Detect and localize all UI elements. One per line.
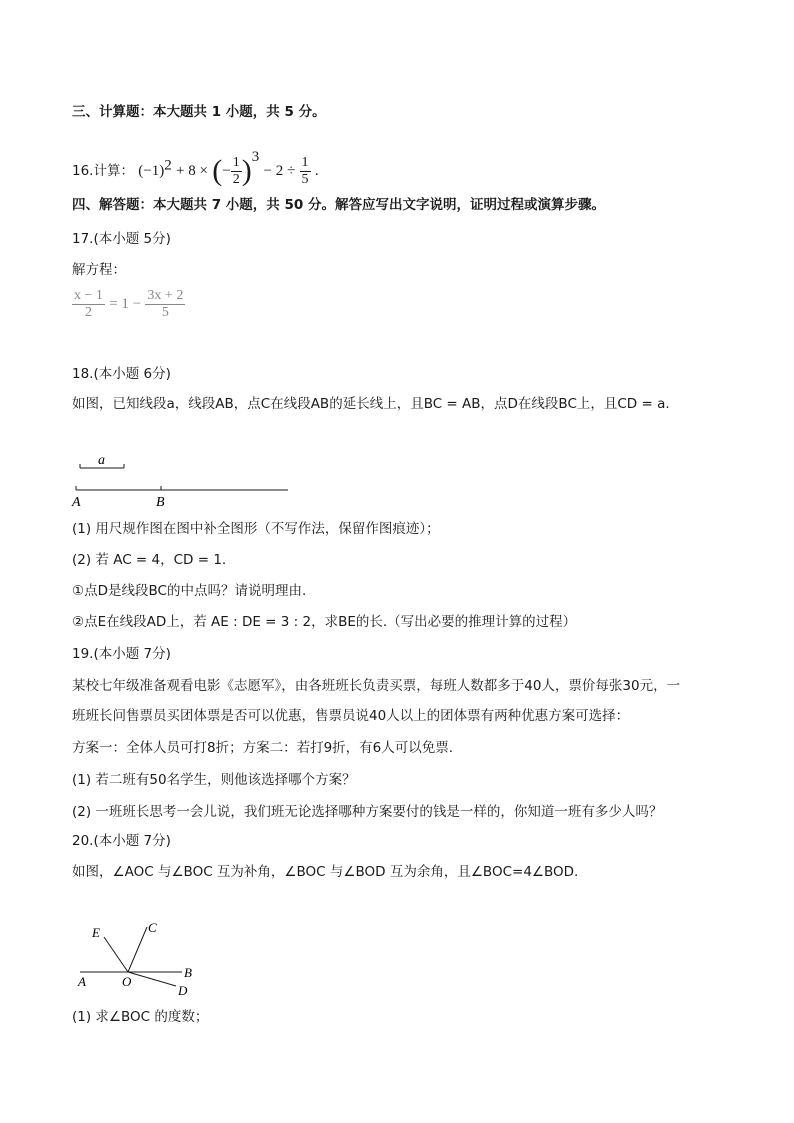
q18-figure <box>70 450 310 512</box>
label-D: D <box>178 983 188 998</box>
q19-header: 19.(本小题 7分) <box>72 646 171 662</box>
q16-op1: + 8 × <box>176 163 208 179</box>
q16-label: 16.计算： <box>72 163 134 179</box>
label-B: B <box>156 495 165 510</box>
label-A: A <box>72 495 81 510</box>
q18-part1: (1) 用尺规作图在图中补全图形（不写作法，保留作图痕迹）； <box>72 521 440 537</box>
q18-stem: 如图，已知线段a，线段AB，点C在线段AB的延长线上，且BC = AB，点D在线段BC上，且CD = a. <box>72 396 670 412</box>
ray-OC <box>128 927 147 972</box>
q20-stem: 如图，∠AOC 与∠BOC 互为补角，∠BOC 与∠BOD 互为余角，且∠BOC=4∠BOD. <box>72 864 579 880</box>
section-4-title: 四、解答题：本大题共 7 小题，共 50 分。解答应写出文字说明，证明过程或演算步骤。 <box>72 197 605 213</box>
q16-minus: − <box>222 163 231 179</box>
q16-fraction-fifth: $\frac{1}{5}$ <box>301 154 309 187</box>
q20-header: 20.(本小题 7分) <box>72 833 171 849</box>
q17-eq-mid: = 1 − <box>109 296 142 312</box>
q16-term1: (−1) <box>138 163 165 179</box>
q20-part1: (1) 求∠BOC 的度数； <box>72 1009 209 1025</box>
question-16: 16.计算： $(-1)^2 + 8$ × (− $\frac{1}{2}$ )$^3$ − 2 ÷ $\frac{1}{5}$ . <box>72 149 319 187</box>
q18-header: 18.(本小题 6分) <box>72 366 171 382</box>
q17-header: 17.(本小题 5分) <box>72 231 171 247</box>
q19-plans: 方案一：全体人员可打8折；方案二：若打9折，有6人可以免票. <box>72 740 454 756</box>
label-E: E <box>92 925 100 940</box>
q17-fraction-left: $\frac{x - 1}{2}$ <box>74 287 103 320</box>
ray-OE <box>104 937 128 972</box>
q20-figure <box>70 915 210 1000</box>
q17-fraction-right: $\frac{3x + 2}{5}$ <box>147 287 184 320</box>
q16-right-paren: ) <box>241 154 252 187</box>
q18-part2a: ①点D是线段BC的中点吗？请说明理由. <box>72 583 307 599</box>
q19-stem-line1: 某校七年级准备观看电影《志愿军》，由各班班长负责买票，每班人数都多于40人，票价每张30元，一 <box>72 678 681 694</box>
q16-fraction-half: $\frac{1}{2}$ <box>232 154 240 187</box>
q16-exp1: 2 <box>164 157 172 174</box>
label-C: C <box>148 920 157 935</box>
q17-equation <box>72 286 185 322</box>
q17-prompt: 解方程： <box>72 262 126 278</box>
label-B: B <box>184 965 192 980</box>
label-a: a <box>98 453 105 468</box>
q16-op2: − 2 ÷ <box>263 163 296 179</box>
label-O: O <box>122 974 132 989</box>
q19-part1: (1) 若二班有50名学生，则他该选择哪个方案？ <box>72 772 356 788</box>
q16-exp2: 3 <box>251 149 260 165</box>
q18-part2: (2) 若 AC = 4，CD = 1. <box>72 552 227 568</box>
q19-part2: (2) 一班班长思考一会儿说，我们班无论选择哪种方案要付的钱是一样的，你知道一班有多少人吗？ <box>72 804 663 820</box>
q19-stem-line2: 班班长问售票员买团体票是否可以优惠，售票员说40人以上的团体票有两种优惠方案可选择： <box>72 708 630 724</box>
label-A: A <box>78 974 86 989</box>
ray-OD <box>128 972 176 986</box>
q16-left-paren: ( <box>212 154 223 187</box>
section-3-title: 三、计算题：本大题共 1 小题，共 5 分。 <box>72 104 326 120</box>
q18-part2b: ②点E在线段AD上，若 AE : DE = 3 : 2，求BE的长.（写出必要的推理计算的过程） <box>72 614 577 630</box>
